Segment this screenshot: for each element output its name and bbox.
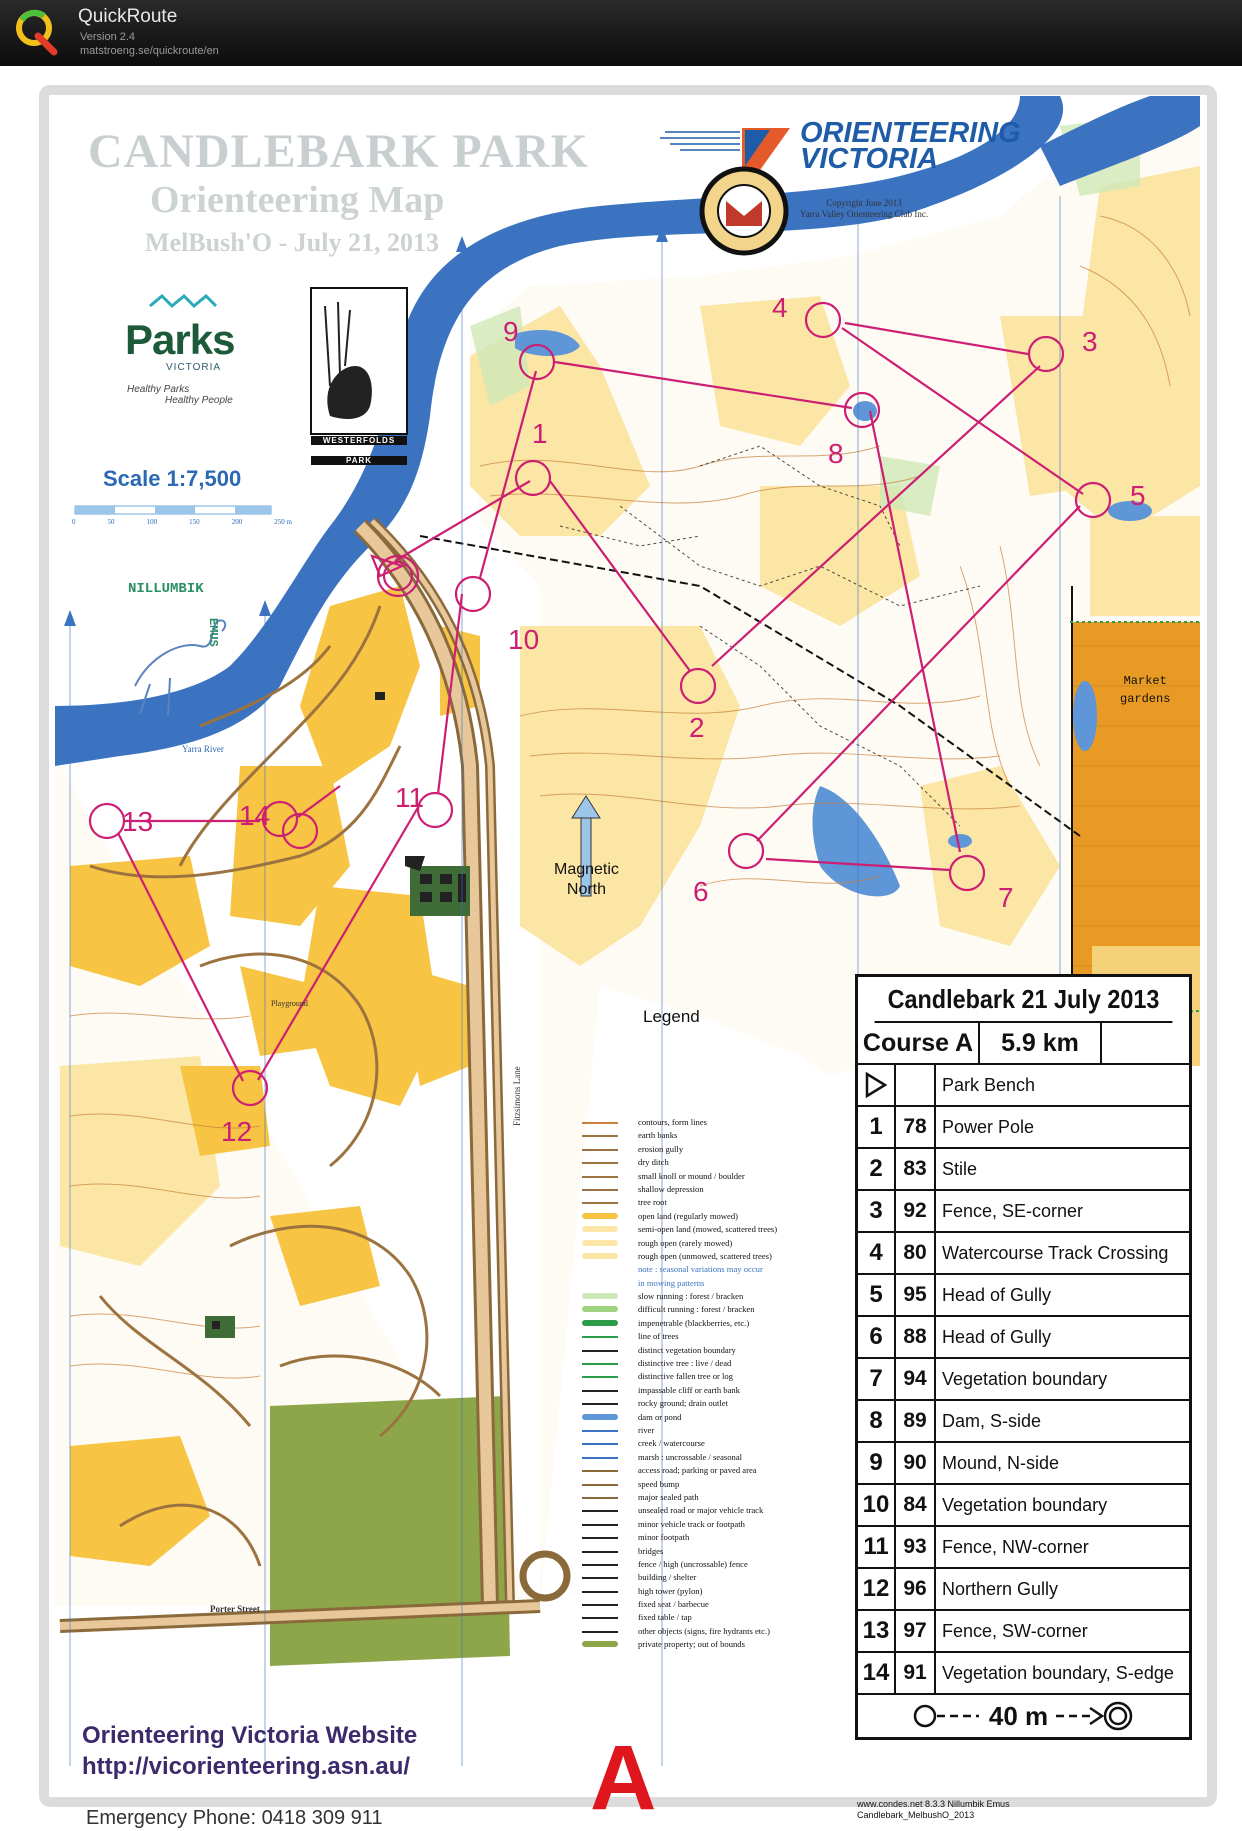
legend-symbol-icon [582, 1162, 618, 1164]
legend-symbol-icon [582, 1189, 618, 1191]
legend-item [580, 1504, 800, 1517]
control-row [858, 1569, 1189, 1611]
westerfolds-park-label: PARK [311, 456, 407, 465]
legend-item [580, 1277, 800, 1290]
legend-label: slow running : forest / bracken [638, 1291, 744, 1302]
magnetic-line2: North [566, 881, 607, 898]
legend-symbol-icon [582, 1122, 618, 1124]
legend-item [580, 1545, 800, 1558]
legend-item [580, 1290, 800, 1303]
quickroute-logo-icon [14, 6, 60, 56]
legend-symbol-icon [582, 1484, 618, 1486]
control-description: Head of Gully [942, 1327, 1052, 1347]
control-description: Vegetation boundary [942, 1369, 1108, 1389]
control-row [858, 1611, 1189, 1653]
westerfolds-label: WESTERFOLDS [311, 436, 407, 445]
control-code: 78 [896, 1107, 936, 1147]
street-label: Porter Street [210, 1604, 260, 1614]
legend-label: distinct vegetation boundary [638, 1344, 736, 1355]
legend-label: semi-open land (mowed, scattered trees) [638, 1224, 778, 1235]
legend-label: impenetrable (blackberries, etc.) [638, 1317, 750, 1328]
control-number-8: 8 [828, 438, 844, 469]
legend-symbol-icon [582, 1176, 618, 1178]
legend-item [580, 1384, 800, 1397]
legend-title: Legend [643, 1007, 700, 1026]
legend-label: line of trees [638, 1331, 679, 1342]
control-code: 95 [896, 1275, 936, 1315]
control-description: Fence, SE-corner [942, 1201, 1084, 1221]
course-climb [1102, 1023, 1189, 1063]
app-version: Version 2.4 [80, 31, 136, 43]
control-number: 9 [858, 1443, 896, 1483]
yarra-river-label: Yarra River [182, 744, 224, 754]
map-canvas[interactable] [0, 66, 1242, 1829]
legend-item [580, 1196, 800, 1209]
legend-item [580, 1156, 800, 1169]
legend-item [580, 1344, 800, 1357]
control-row [858, 1401, 1189, 1443]
legend-label: fence / high (uncrossable) fence [638, 1558, 748, 1569]
legend-item [580, 1357, 800, 1370]
control-description: Vegetation boundary, S-edge [942, 1663, 1174, 1683]
meta-line2: Candlebark_MelbushO_2013 [857, 1810, 975, 1820]
legend-symbol-icon [582, 1510, 618, 1512]
legend-item [580, 1210, 800, 1223]
finish-distance: 40 m [988, 1700, 1049, 1731]
control-code: 94 [896, 1359, 936, 1399]
course-length: 5.9 km [980, 1023, 1102, 1063]
legend-item [580, 1317, 800, 1330]
legend-symbol-icon [582, 1293, 618, 1299]
control-number-10: 10 [508, 624, 540, 655]
legend-item [580, 1478, 800, 1491]
market-line2: gardens [1120, 692, 1171, 706]
scale-tick: 250 m [274, 518, 292, 526]
legend-item [580, 1451, 800, 1464]
control-number-2: 2 [689, 712, 705, 743]
control-description: Power Pole [942, 1117, 1035, 1137]
legend-label: small knoll or mound / boulder [638, 1170, 745, 1181]
control-number: 5 [858, 1275, 896, 1315]
legend-label: major sealed path [638, 1491, 699, 1502]
legend-label: minor footpath [638, 1532, 690, 1543]
legend-label: fixed seat / barbecue [638, 1599, 709, 1610]
scale-tick: 200 [231, 518, 243, 526]
legend-symbol-icon [582, 1577, 618, 1579]
control-number-4: 4 [772, 292, 788, 323]
legend-item [580, 1143, 800, 1156]
legend-label: other objects (signs, fire hydrants etc.) [638, 1625, 770, 1636]
legend-item [580, 1303, 800, 1316]
street-label: Fitzsimons Lane [512, 1066, 522, 1126]
legend-item [580, 1531, 800, 1544]
legend-label: note : seasonal variations may occur [638, 1264, 763, 1275]
control-code: 93 [896, 1527, 936, 1567]
finish-circle-icon [1054, 1699, 1134, 1733]
legend-label: building / shelter [638, 1572, 697, 1583]
legend-label: creek / watercourse [638, 1438, 705, 1449]
website-label: Orienteering Victoria Website [82, 1722, 418, 1749]
legend-list [580, 1116, 800, 1652]
description-rows [858, 1107, 1189, 1695]
legend-symbol-icon [582, 1617, 618, 1619]
meta-line1: www.condes.net 8.3.3 Nillumbik Emus [857, 1799, 1010, 1809]
legend-label: unsealed road or major vehicle track [638, 1505, 764, 1516]
parks-logo-text: Parks [125, 316, 235, 363]
legend-symbol-icon [582, 1226, 618, 1232]
playground-label: Playground [271, 999, 308, 1008]
private-property [270, 1396, 510, 1666]
control-row [858, 1443, 1189, 1485]
control-number: 6 [858, 1317, 896, 1357]
legend-item [580, 1424, 800, 1437]
map-event: MelBush'O - July 21, 2013 [145, 228, 439, 257]
control-number: 14 [858, 1653, 896, 1693]
legend-symbol-icon [582, 1336, 618, 1338]
orienteering-victoria-logo [800, 117, 1021, 175]
control-number: 3 [858, 1191, 896, 1231]
legend-item [580, 1250, 800, 1263]
control-description: Dam, S-side [942, 1411, 1042, 1431]
legend-symbol-icon [582, 1430, 618, 1432]
control-description: Head of Gully [942, 1285, 1052, 1305]
control-row [858, 1317, 1189, 1359]
legend-label: minor vehicle track or footpath [638, 1518, 745, 1529]
control-code: 80 [896, 1233, 936, 1273]
legend-symbol-icon [582, 1213, 618, 1219]
legend-symbol-icon [582, 1497, 618, 1499]
scale-tick: 50 [107, 518, 115, 526]
legend-label: open land (regularly mowed) [638, 1210, 738, 1221]
legend-item [580, 1518, 800, 1531]
legend-item [580, 1223, 800, 1236]
emergency-phone: Emergency Phone: 0418 309 911 [86, 1807, 383, 1829]
legend-symbol-icon [582, 1414, 618, 1420]
control-code: 88 [896, 1317, 936, 1357]
control-code: 84 [896, 1485, 936, 1525]
control-number-14: 14 [239, 800, 271, 831]
legend-symbol-icon [582, 1403, 618, 1405]
legend-item [580, 1116, 800, 1129]
legend-item [580, 1598, 800, 1611]
legend-label: private property; out of bounds [638, 1639, 745, 1650]
scale-ticks [72, 518, 292, 526]
legend-item [580, 1370, 800, 1383]
legend-symbol-icon [582, 1149, 618, 1151]
legend-symbol-icon [582, 1306, 618, 1312]
description-header: Candlebark 21 July 2013 [875, 977, 1173, 1023]
control-number-1: 1 [532, 418, 548, 449]
legend-item [580, 1585, 800, 1598]
legend-symbol-icon [582, 1376, 618, 1378]
legend-item [580, 1611, 800, 1624]
control-number-6: 6 [693, 876, 709, 907]
legend-symbol-icon [582, 1537, 618, 1539]
start-triangle-icon [858, 1065, 896, 1105]
legend-item [580, 1237, 800, 1250]
control-number-7: 7 [998, 882, 1014, 913]
legend-item [580, 1638, 800, 1651]
control-description-sheet [855, 974, 1192, 1740]
legend-symbol-icon [582, 1266, 618, 1272]
website-url[interactable]: http://vicorienteering.asn.au/ [82, 1753, 411, 1780]
legend-item [580, 1411, 800, 1424]
control-row [858, 1527, 1189, 1569]
control-code: 92 [896, 1191, 936, 1231]
parks-sub: VICTORIA [166, 362, 222, 373]
finish-start-circle-icon [913, 1701, 983, 1731]
control-row [858, 1149, 1189, 1191]
control-row [858, 1485, 1189, 1527]
legend-symbol-icon [582, 1240, 618, 1246]
legend-symbol-icon [582, 1320, 618, 1326]
legend-item [580, 1397, 800, 1410]
control-description: Northern Gully [942, 1579, 1059, 1599]
control-number-12: 12 [221, 1116, 253, 1147]
control-number: 4 [858, 1233, 896, 1273]
legend-label: speed bump [638, 1478, 680, 1489]
start-row [858, 1065, 1189, 1107]
legend-label: shallow depression [638, 1183, 704, 1194]
legend-label: fixed table / tap [638, 1612, 692, 1623]
description-meta [857, 1799, 1010, 1821]
legend-label: in mowing patterns [638, 1277, 705, 1288]
legend-symbol-icon [582, 1631, 618, 1633]
control-number: 11 [858, 1527, 896, 1567]
legend-item [580, 1330, 800, 1343]
control-number-11: 11 [395, 782, 425, 813]
control-code: 89 [896, 1401, 936, 1441]
course-letter: A [590, 1727, 657, 1829]
control-row [858, 1359, 1189, 1401]
app-url: matstroeng.se/quickroute/en [80, 45, 219, 57]
legend-symbol-icon [582, 1363, 618, 1365]
control-description: Fence, NW-corner [942, 1537, 1089, 1557]
legend-label: difficult running : forest / bracken [638, 1304, 755, 1315]
legend-symbol-icon [582, 1551, 618, 1553]
copyright-line2: Yarra Valley Orienteering Club Inc. [800, 209, 929, 219]
control-code: 97 [896, 1611, 936, 1651]
emus-label: EMUS [206, 618, 220, 647]
control-description: Fence, SW-corner [942, 1621, 1088, 1641]
legend-item [580, 1625, 800, 1638]
legend-label: earth banks [638, 1130, 678, 1141]
scale-tick: 100 [146, 518, 158, 526]
parks-tag2: Healthy People [165, 395, 233, 406]
control-number: 12 [858, 1569, 896, 1609]
app-title-bar [0, 0, 1242, 66]
control-description: Vegetation boundary [942, 1495, 1108, 1515]
control-row [858, 1275, 1189, 1317]
legend-label: rough open (unmowed, scattered trees) [638, 1250, 772, 1261]
legend-label: dry ditch [638, 1157, 669, 1168]
magnetic-line1: Magnetic [554, 861, 619, 878]
legend-label: rocky ground; drain outlet [638, 1398, 728, 1409]
control-number-5: 5 [1130, 480, 1146, 511]
legend-symbol-icon [582, 1564, 618, 1566]
legend-label: contours, form lines [638, 1117, 707, 1127]
scale-tick: 0 [72, 518, 76, 526]
control-number: 2 [858, 1149, 896, 1189]
control-row [858, 1107, 1189, 1149]
legend-item [580, 1129, 800, 1142]
legend-item [580, 1183, 800, 1196]
control-code: 91 [896, 1653, 936, 1693]
parks-tag1: Healthy Parks [127, 384, 190, 395]
legend-label: bridges [638, 1545, 664, 1556]
control-row [858, 1233, 1189, 1275]
legend-label: access road; parking or paved area [638, 1465, 757, 1476]
ov-logo-line1: ORIENTEERING [800, 117, 1021, 149]
copyright-line1: Copyright June 2013 [826, 198, 902, 208]
market-gardens-label [1120, 672, 1170, 708]
yarra-valley-badge-icon [702, 169, 786, 253]
legend-item [580, 1170, 800, 1183]
legend-symbol-icon [582, 1641, 618, 1647]
control-number: 8 [858, 1401, 896, 1441]
control-code: 90 [896, 1443, 936, 1483]
control-number: 10 [858, 1485, 896, 1525]
legend-label: erosion gully [638, 1143, 684, 1154]
legend-label: impassable cliff or earth bank [638, 1384, 740, 1395]
legend-label: river [638, 1424, 655, 1435]
legend-symbol-icon [582, 1202, 618, 1204]
scale-tick: 150 [189, 518, 200, 526]
scale-bar [75, 506, 271, 514]
legend-symbol-icon [582, 1135, 618, 1137]
control-description: Mound, N-side [942, 1453, 1060, 1473]
app-name: QuickRoute [78, 6, 178, 27]
legend-label: high tower (pylon) [638, 1585, 703, 1596]
finish-row [858, 1695, 1189, 1737]
legend-item [580, 1491, 800, 1504]
control-number-3: 3 [1082, 326, 1098, 357]
map-subtitle: Orienteering Map [150, 179, 445, 221]
nillumbik-label: NILLUMBIK [128, 581, 204, 597]
legend-symbol-icon [582, 1591, 618, 1593]
control-code: 83 [896, 1149, 936, 1189]
control-description: Watercourse Track Crossing [942, 1243, 1169, 1263]
legend-label: rough open (rarely mowed) [638, 1237, 733, 1248]
parks-tagline [127, 384, 233, 406]
control-number: 1 [858, 1107, 896, 1147]
legend-item [580, 1464, 800, 1477]
legend-symbol-icon [582, 1280, 618, 1286]
course-row [858, 1023, 1189, 1065]
legend-symbol-icon [582, 1390, 618, 1392]
legend-label: marsh : uncrossable / seasonal [638, 1451, 743, 1462]
legend-symbol-icon [582, 1457, 618, 1459]
control-code: 96 [896, 1569, 936, 1609]
legend-label: distinctive tree : live / dead [638, 1358, 732, 1369]
control-row [858, 1653, 1189, 1695]
legend-item [580, 1437, 800, 1450]
start-desc: Park Bench [942, 1075, 1036, 1095]
legend-symbol-icon [582, 1350, 618, 1352]
legend-symbol-icon [582, 1253, 618, 1259]
legend-symbol-icon [582, 1604, 618, 1606]
magnetic-north-label [554, 860, 619, 900]
control-number: 7 [858, 1359, 896, 1399]
legend-symbol-icon [582, 1443, 618, 1445]
control-number-9: 9 [503, 316, 519, 347]
control-row [858, 1191, 1189, 1233]
legend-symbol-icon [582, 1470, 618, 1472]
control-number-13: 13 [122, 806, 154, 837]
legend-symbol-icon [582, 1524, 618, 1526]
legend-item [580, 1263, 800, 1276]
control-number: 13 [858, 1611, 896, 1651]
legend-item [580, 1571, 800, 1584]
legend-label: tree root [638, 1197, 667, 1208]
course-name: Course A [858, 1023, 980, 1063]
ov-logo-line2: VICTORIA [800, 143, 939, 175]
map-scale: Scale 1:7,500 [103, 466, 242, 491]
control-description: Stile [942, 1159, 978, 1179]
legend-label: dam or pond [638, 1411, 682, 1422]
legend-label: distinctive fallen tree or log [638, 1371, 733, 1382]
market-line1: Market [1123, 674, 1167, 688]
copyright-note [800, 198, 928, 220]
legend-item [580, 1558, 800, 1571]
map-title: CANDLEBARK PARK [88, 125, 589, 178]
start-code [896, 1065, 936, 1105]
